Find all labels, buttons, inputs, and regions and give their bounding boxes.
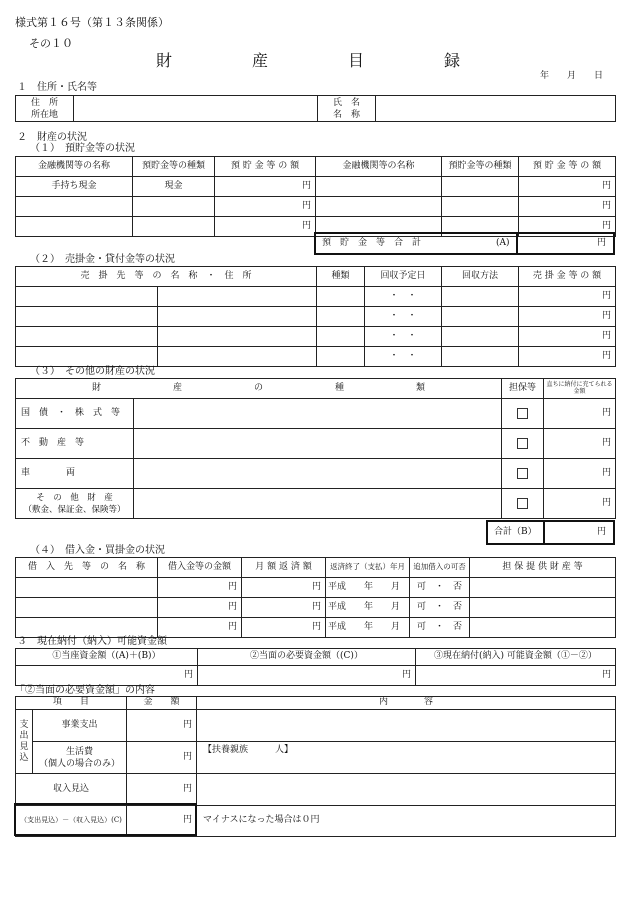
checkbox-icon (517, 438, 528, 449)
receivables-heading: （２） 売掛金・貸付金等の状況 (30, 254, 175, 265)
amount-cell[interactable]: 円 (416, 666, 616, 686)
content-input[interactable] (197, 774, 616, 806)
debtor-name-input[interactable] (16, 307, 158, 327)
col-additional: 追加借入の可否 (410, 558, 470, 578)
collateral-checkbox[interactable] (502, 399, 544, 429)
end-date-input[interactable]: 平成 年 月 (326, 618, 410, 638)
col-deposit-type: 預貯金等の種類 (133, 157, 215, 177)
table-row (16, 742, 616, 774)
method-input[interactable] (442, 347, 519, 367)
col-bank-name-2: 金融機関等の名称 (316, 157, 442, 177)
table-row (16, 307, 616, 327)
lender-input[interactable] (16, 618, 158, 638)
amount-cell[interactable]: 円 (544, 399, 616, 429)
amount-cell[interactable]: 円 (215, 197, 316, 217)
amount-cell[interactable]: 円 (519, 307, 616, 327)
name-label (318, 96, 376, 122)
cash-type: 現金 (133, 177, 215, 197)
name-label-line2: 名 称 (332, 109, 360, 120)
loans-table (15, 557, 616, 638)
amount-cell[interactable]: 円 (127, 710, 197, 742)
table-row (16, 347, 616, 367)
table-row (16, 177, 616, 197)
amount-cell[interactable]: 円 (158, 578, 242, 598)
due-date-input[interactable]: ・ ・ (365, 327, 442, 347)
bank-input[interactable] (16, 197, 133, 217)
table-row (16, 197, 616, 217)
due-date-input[interactable]: ・ ・ (365, 307, 442, 327)
section3-heading: ３ 現在納付（納入）可能資金額 (17, 636, 167, 647)
asset-detail-input[interactable] (134, 429, 502, 459)
col-monthly: 月 額 返 済 額 (242, 558, 326, 578)
amount-cell[interactable]: 円 (242, 598, 326, 618)
checkbox-icon (517, 498, 528, 509)
kind-input[interactable] (317, 287, 365, 307)
col-amount: 金 額 (127, 697, 197, 710)
col-deposit-amount: 預 貯 金 等 の 額 (215, 157, 316, 177)
asset-vehicle-label: 車 両 (16, 459, 134, 489)
col-current-funds: ①当座資金額（(A)＋(B)） (16, 649, 198, 666)
amount-cell[interactable]: 円 (519, 217, 616, 237)
table-row (16, 578, 616, 598)
date-field[interactable]: 年 月 日 (540, 71, 604, 81)
debtor-name-input[interactable] (16, 287, 158, 307)
available-funds-table (15, 648, 616, 686)
col-deposit-amount-2: 預 貯 金 等 の 額 (519, 157, 616, 177)
address-label-line1: 住 所 (30, 97, 58, 108)
debtor-address-input[interactable] (158, 347, 317, 367)
amount-cell[interactable]: 円 (127, 806, 197, 837)
living-expense-label-line2: （個人の場合のみ） (39, 758, 121, 769)
amount-cell[interactable]: 円 (519, 197, 616, 217)
bank-input[interactable] (316, 197, 442, 217)
difference-label: （支出見込）－（収入見込）(C) (16, 806, 127, 837)
col-immediate-amount (544, 379, 616, 399)
additional-select[interactable]: 可 ・ 否 (410, 618, 470, 638)
business-expense-label: 事業支出 (33, 710, 127, 742)
table-row (16, 489, 616, 519)
debtor-name-input[interactable] (16, 347, 158, 367)
table-row (16, 618, 616, 638)
end-date-input[interactable]: 平成 年 月 (326, 578, 410, 598)
asset-other-label (16, 489, 134, 519)
amount-cell[interactable]: 円 (242, 618, 326, 638)
income-label: 収入見込 (16, 774, 127, 806)
amount-cell[interactable]: 円 (519, 347, 616, 367)
table-row (16, 598, 616, 618)
collateral-checkbox[interactable] (502, 489, 544, 519)
amount-cell[interactable]: 円 (16, 666, 198, 686)
amount-cell[interactable]: 円 (519, 327, 616, 347)
other-assets-heading: （３） その他の財産の状況 (30, 366, 155, 377)
amount-cell[interactable]: 円 (198, 666, 416, 686)
method-input[interactable] (442, 327, 519, 347)
deposit-total-yen[interactable]: 円 (597, 238, 607, 248)
amount-cell[interactable]: 円 (127, 742, 197, 774)
table-row (16, 429, 616, 459)
asset-detail-input[interactable] (134, 489, 502, 519)
type-input[interactable] (133, 217, 215, 237)
difference-total-box (14, 803, 197, 836)
section1-heading: １ 住所・氏名等 (17, 82, 97, 93)
type-input[interactable] (133, 197, 215, 217)
debtor-address-input[interactable] (158, 307, 317, 327)
col-receivable-amount: 売 掛 金 等 の 額 (519, 267, 616, 287)
amount-cell[interactable]: 円 (127, 774, 197, 806)
table-row (16, 774, 616, 806)
deposits-table (15, 156, 616, 237)
content-input[interactable] (197, 710, 616, 742)
col-debtor: 売 掛 先 等 の 名 称 ・ 住 所 (16, 267, 317, 287)
address-label-line2: 所在地 (30, 109, 58, 120)
cash-label: 手持ち現金 (16, 177, 133, 197)
col-loan-amount: 借入金等の金額 (158, 558, 242, 578)
collateral-input[interactable] (470, 598, 616, 618)
lender-input[interactable] (16, 578, 158, 598)
kind-input[interactable] (317, 327, 365, 347)
amount-cell[interactable]: 円 (544, 459, 616, 489)
amount-cell[interactable]: 円 (158, 618, 242, 638)
col-required-funds: ②当面の必要資金額（(C)） (198, 649, 416, 666)
address-input[interactable] (74, 96, 318, 122)
asset-detail-input[interactable] (134, 399, 502, 429)
debtor-name-input[interactable] (16, 327, 158, 347)
amount-cell[interactable]: 円 (215, 177, 316, 197)
bank-input[interactable] (16, 217, 133, 237)
checkbox-icon (517, 408, 528, 419)
col-bank-name: 金融機関等の名称 (16, 157, 133, 177)
address-label (16, 96, 74, 122)
col-due-date: 回収予定日 (365, 267, 442, 287)
amount-cell[interactable]: 円 (242, 578, 326, 598)
collateral-checkbox[interactable] (502, 429, 544, 459)
form-number: 様式第１６号（第１３条関係） (15, 16, 169, 29)
divider (543, 520, 545, 545)
table-row (16, 287, 616, 307)
deposits-heading: （１） 預貯金等の状況 (30, 143, 135, 154)
col-payable-funds: ③現在納付(納入) 可能資金額（①－②） (416, 649, 616, 666)
table-row (16, 327, 616, 347)
col-kind: 種類 (317, 267, 365, 287)
lender-input[interactable] (16, 598, 158, 618)
amount-cell[interactable]: 円 (215, 217, 316, 237)
form-sub-number: その１０ (29, 37, 73, 50)
page-title: 財 産 目 録 (156, 51, 461, 70)
col-collateral: 担保等 (502, 379, 544, 399)
method-input[interactable] (442, 307, 519, 327)
type-input[interactable] (442, 197, 519, 217)
address-name-table (15, 95, 616, 122)
checkbox-icon (517, 468, 528, 479)
other-assets-total-yen[interactable]: 円 (597, 527, 607, 537)
negative-note: マイナスになった場合は０円 (197, 806, 616, 837)
amount-cell[interactable]: 円 (544, 489, 616, 519)
amount-cell[interactable]: 円 (519, 287, 616, 307)
receivables-table (15, 266, 616, 367)
bank-input[interactable] (316, 177, 442, 197)
amount-cell[interactable]: 円 (519, 177, 616, 197)
additional-select[interactable]: 可 ・ 否 (410, 578, 470, 598)
due-date-input[interactable]: ・ ・ (365, 287, 442, 307)
col-collateral-offered: 担 保 提 供 財 産 等 (470, 558, 616, 578)
asset-real-estate-label: 不 動 産 等 (16, 429, 134, 459)
dependents-field[interactable]: 【扶養親族 人】 (197, 742, 616, 774)
amount-cell[interactable]: 円 (158, 598, 242, 618)
loans-heading: （４） 借入金・買掛金の状況 (30, 545, 165, 556)
table-row (16, 399, 616, 429)
collateral-input[interactable] (470, 578, 616, 598)
expense-vertical-label: 支出見込 (16, 710, 33, 774)
divider (516, 232, 518, 255)
section4-heading: 「②当面の必要資金額」の内容 (15, 685, 155, 696)
asset-securities-label: 国 債 ・ 株 式 等 (16, 399, 134, 429)
additional-select[interactable]: 可 ・ 否 (410, 598, 470, 618)
col-end-date: 返済終了（支払）年月 (326, 558, 410, 578)
asset-detail-input[interactable] (134, 459, 502, 489)
kind-input[interactable] (317, 307, 365, 327)
deposit-total-label: 預 貯 金 等 合 計 (322, 238, 422, 248)
table-row (16, 710, 616, 742)
other-assets-table (15, 378, 616, 519)
end-date-input[interactable]: 平成 年 月 (326, 598, 410, 618)
amount-cell[interactable]: 円 (544, 429, 616, 459)
col-content: 内 容 (197, 697, 616, 710)
living-expense-label-line1: 生活費 (66, 746, 94, 757)
collateral-checkbox[interactable] (502, 459, 544, 489)
col-item: 項 目 (16, 697, 127, 710)
col-lender: 借 入 先 等 の 名 称 (16, 558, 158, 578)
debtor-address-input[interactable] (158, 287, 317, 307)
collateral-input[interactable] (470, 618, 616, 638)
col-method: 回収方法 (442, 267, 519, 287)
asset-other-label-line1: そ の 他 財 産 (36, 492, 113, 503)
table-row (16, 666, 616, 686)
table-row (16, 459, 616, 489)
due-date-input[interactable]: ・ ・ (365, 347, 442, 367)
debtor-address-input[interactable] (158, 327, 317, 347)
col-asset-kind: 財 産 の 種 類 (16, 379, 502, 399)
col-deposit-type-2: 預貯金等の種類 (442, 157, 519, 177)
type-input[interactable] (442, 177, 519, 197)
section2-heading: ２ 財産の状況 (17, 132, 87, 143)
col-immediate-amount-label: 直ちに納付に充てられる金額 (546, 380, 613, 395)
method-input[interactable] (442, 287, 519, 307)
living-expense-label (33, 742, 127, 774)
asset-other-label-line2: （敷金、保証金、保険等） (23, 504, 126, 515)
deposit-total-mark: (A) (496, 238, 510, 248)
name-label-line1: 氏 名 (332, 97, 360, 108)
other-assets-total-label: 合計（B） (494, 527, 537, 537)
name-input[interactable] (376, 96, 616, 122)
kind-input[interactable] (317, 347, 365, 367)
